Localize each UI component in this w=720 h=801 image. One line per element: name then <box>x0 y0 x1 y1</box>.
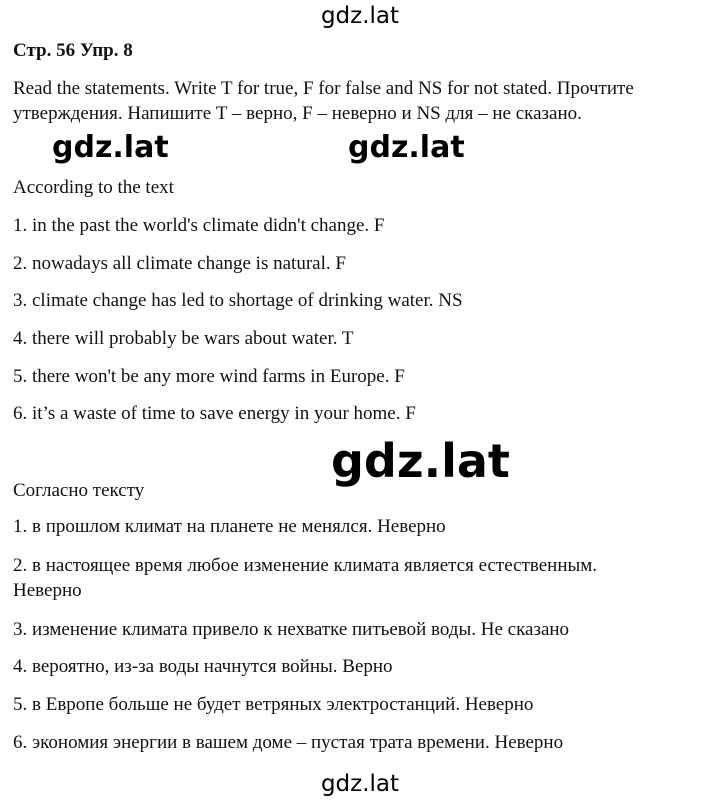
watermark-center: gdz.lat <box>331 434 510 488</box>
english-item-1: 1. in the past the world's climate didn't change. F <box>13 215 385 236</box>
watermark-mid-left: gdz.lat <box>52 130 169 165</box>
english-item-5: 5. there won't be any more wind farms in Europe. F <box>13 366 405 387</box>
russian-intro: Согласно тексту <box>13 480 145 501</box>
page-heading: Стр. 56 Упр. 8 <box>13 40 133 61</box>
watermark-top: gdz.lat <box>320 3 400 29</box>
english-item-3: 3. climate change has led to shortage of drinking water. NS <box>13 290 463 311</box>
english-intro: According to the text <box>13 177 174 198</box>
russian-item-2-continuation: Неверно <box>13 580 82 601</box>
russian-item-3: 3. изменение климата привело к нехватке питьевой воды. Не сказано <box>13 619 570 640</box>
russian-item-6: 6. экономия энергии в вашем доме – пустая трата времени. Неверно <box>13 732 564 753</box>
english-item-2: 2. nowadays all climate change is natural. F <box>13 253 346 274</box>
english-item-6: 6. it’s a waste of time to save energy in your home. F <box>13 403 416 424</box>
english-item-4: 4. there will probably be wars about water. T <box>13 328 354 349</box>
instruction-text: Read the statements. Write T for true, F for false and NS for not stated. Прочтите утверждения. Напишите T – верно, F – неверно и NS для – не сказано. <box>13 78 634 124</box>
russian-item-5: 5. в Европе больше не будет ветряных электростанций. Неверно <box>13 694 534 715</box>
russian-item-2: 2. в настоящее время любое изменение климата является естественным. <box>13 555 598 576</box>
russian-item-4: 4. вероятно, из-за воды начнутся войны. Верно <box>13 656 393 677</box>
watermark-mid-right: gdz.lat <box>348 130 465 165</box>
russian-item-1: 1. в прошлом климат на планете не менялся. Неверно <box>13 516 446 537</box>
watermark-bottom: gdz.lat <box>320 771 400 797</box>
